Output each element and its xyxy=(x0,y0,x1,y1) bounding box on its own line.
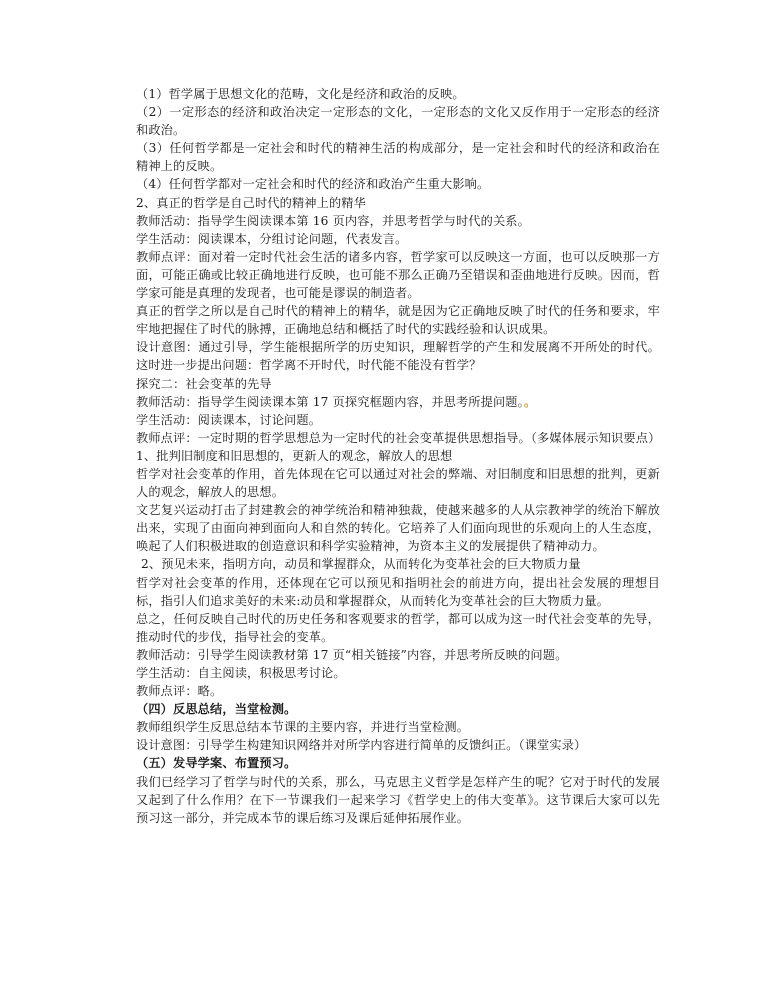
highlight-dot: 。 xyxy=(523,394,537,409)
paragraph: （3）任何哲学都是一定社会和时代的精神生活的构成部分，是一定社会和时代的经济和政治在精神上的反映。 xyxy=(136,141,660,174)
section-heading: 2、预见未来，指明方向，动员和掌握群众，从而转化为变革社会的巨大物质力量 xyxy=(141,557,581,572)
paragraph: （2）一定形态的经济和政治决定一定形态的文化，一定形态的文化又反作用于一定形态的经济和政治。 xyxy=(136,105,660,138)
paragraph: 教师点评：略。 xyxy=(136,684,223,699)
paragraph: （1）哲学属于思想文化的范畴，文化是经济和政治的反映。 xyxy=(136,87,465,101)
paragraph: 真正的哲学之所以是自己时代的精神上的精华，就是因为它正确地反映了时代的任务和要求，牢牢地把握住了时代的脉搏，正确地总结和概括了时代的实践经验和认识成果。 xyxy=(136,304,660,337)
paragraph: 教师活动：指导学生阅读课本第 16 页内容，并思考哲学与时代的关系。 xyxy=(136,213,530,228)
section-heading-bold: （五）发导学案、布置预习。 xyxy=(136,756,297,771)
paragraph: 教师点评：一定时期的哲学思想总为一定时代的社会变革提供思想指导。（多媒体展示知识要点） xyxy=(136,430,661,445)
paragraph: 学生活动：阅读课本，讨论问题。 xyxy=(136,412,322,427)
section-heading: 探究二：社会变革的先导 xyxy=(136,376,272,391)
paragraph: 设计意图：通过引导，学生能根据所学的历史知识，理解哲学的产生和发展离不开所处的时代。这时进一步提出问题：哲学离不开时代，时代能不能没有哲学？ xyxy=(136,340,660,373)
document-body xyxy=(136,85,660,827)
paragraph: 教师组织学生反思总结本节课的主要内容，并进行当堂检测。 xyxy=(136,720,470,735)
paragraph xyxy=(136,393,660,411)
paragraph: 学生活动：自主阅读，积极思考讨论。 xyxy=(136,666,346,680)
section-heading: 1、批判旧制度和旧思想的，更新人的观念，解放人的思想 xyxy=(136,448,453,463)
section-heading-bold: （四）反思总结，当堂检测。 xyxy=(136,702,297,717)
paragraph: 教师点评：面对着一定时代社会生活的诸多内容，哲学家可以反映这一方面，也可以反映那一方面，可能正确或比较正确地进行反映，也可能不那么正确乃至错误和歪曲地进行反映。因而，哲学家可能是真理的发现者，也可能是谬误的制造者。 xyxy=(136,249,660,301)
paragraph: 教师活动：引导学生阅读教材第 17 页“相关链接”内容，并思考所反映的问题。 xyxy=(136,647,568,662)
section-heading: 2、真正的哲学是自己时代的精神上的精华 xyxy=(136,195,366,210)
paragraph: 哲学对社会变革的作用，首先体现在它可以通过对社会的弊端、对旧制度和旧思想的批判，更新人的观念，解放人的思想。 xyxy=(136,466,660,500)
paragraph: 我们已经学习了哲学与时代的关系，那么，马克思主义哲学是怎样产生的呢？它对于时代的发展又起到了什么作用？在下一节课我们一起来学习《哲学史上的伟大变革》。这节课后大家可以先预习这一部分，并完成本节的课后练习及课后延伸拓展作业。 xyxy=(136,774,660,825)
paragraph: 学生活动：阅读课本，分组讨论问题，代表发言。 xyxy=(136,231,408,246)
paragraph: 总之，任何反映自己时代的历史任务和客观要求的哲学，都可以成为这一时代社会变革的先导，推动时代的步伐，指导社会的变革。 xyxy=(136,611,660,644)
paragraph: （4）任何哲学都对一定社会和时代的经济和政治产生重大影响。 xyxy=(136,177,490,192)
paragraph: 设计意图：引导学生构建知识网络并对所学内容进行简单的反馈纠正。（课堂实录） xyxy=(136,738,587,753)
paragraph: 文艺复兴运动打击了封建教会的神学统治和精神独裁，使越来越多的人从宗教神学的统治下解放出来，实现了由面向神到面向人和自然的转化。它培养了人们面向现世的乐观向上的人生态度，唤起了人们积极进取的创造意识和科学实验精神，为资本主义的发展提供了精神动力。 xyxy=(136,503,660,554)
paragraph: 哲学对社会变革的作用，还体现在它可以预见和指明社会的前进方向，提出社会发展的理想目标，指引人们追求美好的未来:动员和掌握群众，从而转化为变革社会的巨大物质力量。 xyxy=(136,575,660,608)
paragraph-text: 教师活动：指导学生阅读课本第 17 页探究框题内容，并思考所提问题。 xyxy=(136,394,524,409)
